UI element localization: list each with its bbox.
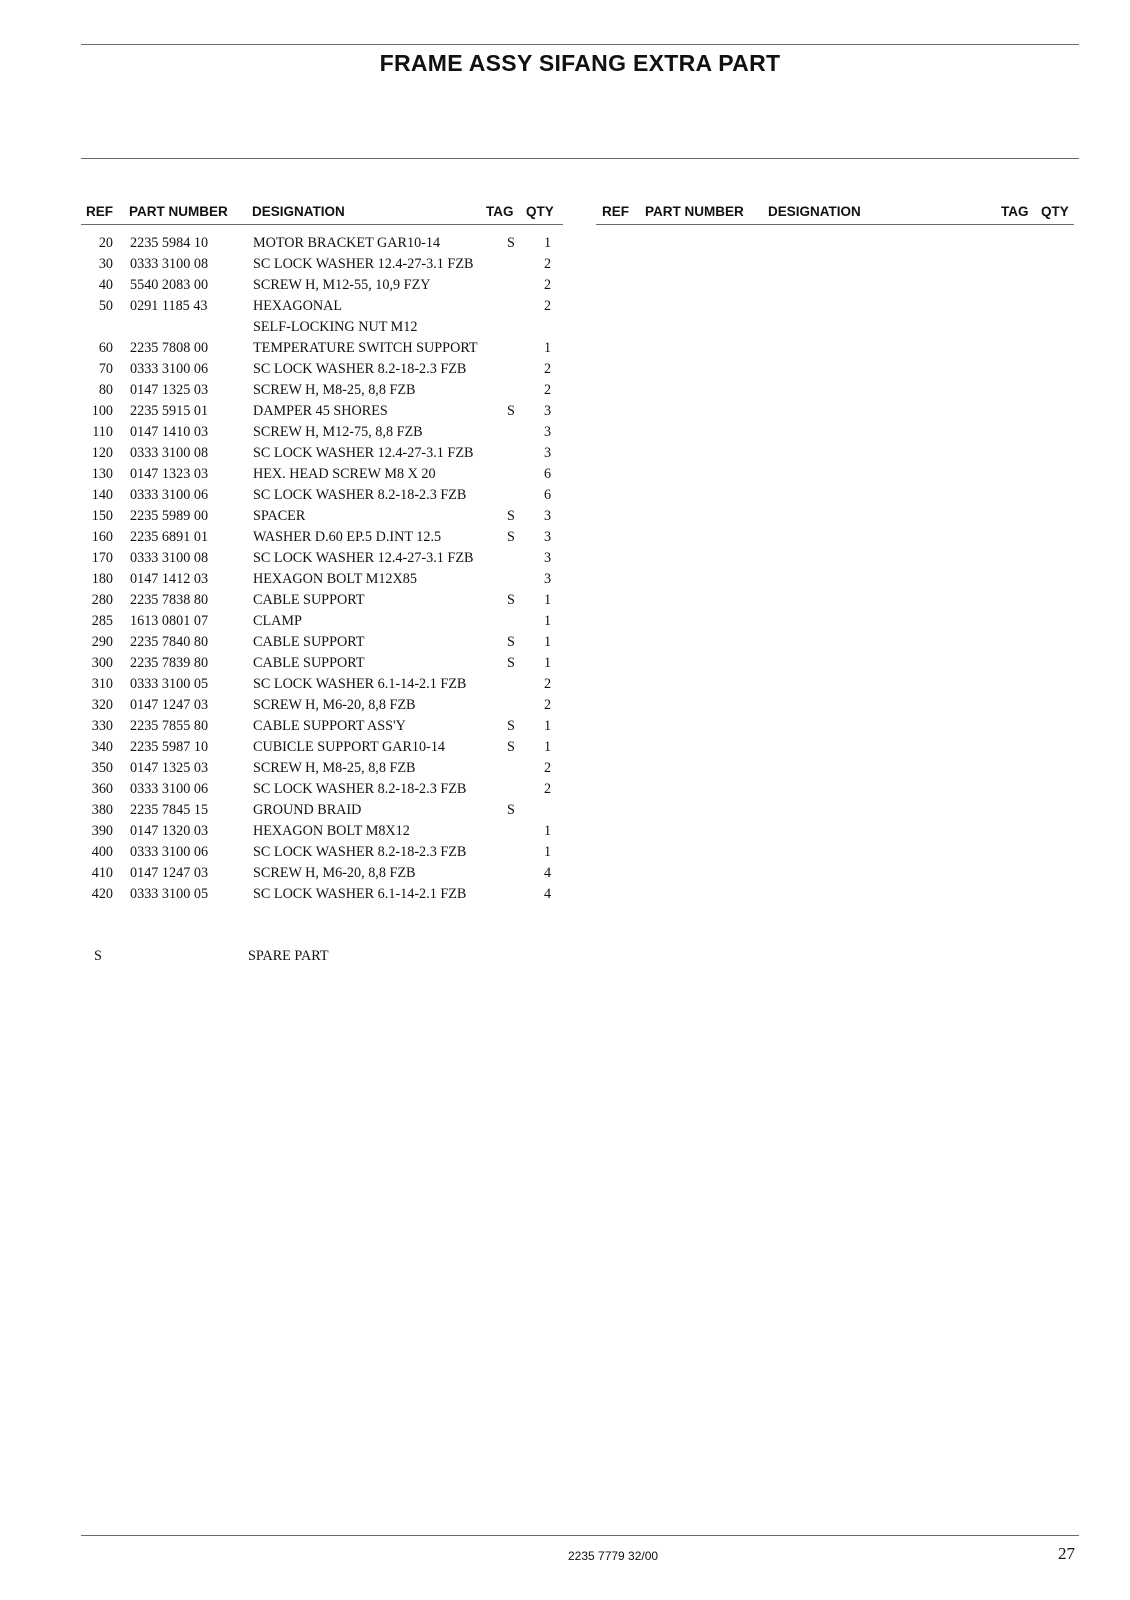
table-row <box>81 886 563 907</box>
part-number: 0147 1323 03 <box>130 466 209 482</box>
part-tag: S <box>507 235 515 251</box>
part-qty: 3 <box>543 445 552 461</box>
table-row <box>81 256 563 277</box>
part-designation: SC LOCK WASHER 12.4-27-3.1 FZB <box>253 445 474 461</box>
table-row <box>81 823 563 844</box>
part-number: 0333 3100 06 <box>130 844 209 860</box>
part-ref: 340 <box>91 739 113 755</box>
part-qty: 6 <box>543 487 552 503</box>
part-qty: 2 <box>543 676 552 692</box>
part-tag: S <box>507 592 515 608</box>
part-designation: HEX. HEAD SCREW M8 X 20 <box>253 466 436 482</box>
table-row <box>81 424 563 445</box>
part-ref: 160 <box>91 529 113 545</box>
table-row <box>81 529 563 550</box>
part-qty: 1 <box>543 844 552 860</box>
part-qty: 2 <box>543 382 552 398</box>
part-number: 0333 3100 08 <box>130 445 209 461</box>
part-number: 2235 5987 10 <box>130 739 209 755</box>
part-ref: 420 <box>91 886 113 902</box>
part-ref: 350 <box>91 760 113 776</box>
part-qty: 3 <box>543 424 552 440</box>
part-designation: SCREW H, M8-25, 8,8 FZB <box>253 760 416 776</box>
table-row <box>81 487 563 508</box>
table-row <box>81 592 563 613</box>
table-row <box>81 361 563 382</box>
part-ref: 360 <box>91 781 113 797</box>
part-ref: 40 <box>98 277 113 293</box>
part-qty: 4 <box>543 886 552 902</box>
part-ref: 80 <box>98 382 113 398</box>
part-ref: 400 <box>91 844 113 860</box>
legend-text: SPARE PART <box>248 948 329 964</box>
part-designation: MOTOR BRACKET GAR10-14 <box>253 235 441 251</box>
part-number: 2235 7845 15 <box>130 802 209 818</box>
part-ref: 140 <box>91 487 113 503</box>
part-ref: 320 <box>91 697 113 713</box>
part-designation: DAMPER 45 SHORES <box>253 403 388 419</box>
part-tag: S <box>507 802 515 818</box>
table-row <box>81 235 563 256</box>
column-header-ref: REF <box>86 204 113 219</box>
part-qty: 6 <box>543 466 552 482</box>
part-designation: CABLE SUPPORT <box>253 655 365 671</box>
table-row <box>81 781 563 802</box>
part-designation: SCREW H, M12-55, 10,9 FZY <box>253 277 431 293</box>
part-designation: HEXAGON BOLT M8X12 <box>253 823 410 839</box>
part-designation: CUBICLE SUPPORT GAR10-14 <box>253 739 446 755</box>
table-row <box>81 634 563 655</box>
table-row <box>81 550 563 571</box>
column-header-part-number: PART NUMBER <box>129 204 228 219</box>
part-designation: SC LOCK WASHER 12.4-27-3.1 FZB <box>253 256 474 272</box>
part-qty: 2 <box>543 781 552 797</box>
column-header-designation: DESIGNATION <box>768 204 861 219</box>
part-number: 0333 3100 06 <box>130 361 209 377</box>
part-number: 2235 7838 80 <box>130 592 209 608</box>
table-row <box>81 655 563 676</box>
part-ref: 120 <box>91 445 113 461</box>
part-number: 2235 7855 80 <box>130 718 209 734</box>
part-number: 2235 7839 80 <box>130 655 209 671</box>
column-header-part-number: PART NUMBER <box>645 204 744 219</box>
part-number: 0333 3100 05 <box>130 886 209 902</box>
part-number: 1613 0801 07 <box>130 613 209 629</box>
part-number: 0333 3100 08 <box>130 550 209 566</box>
part-number: 0147 1410 03 <box>130 424 209 440</box>
part-qty: 3 <box>543 403 552 419</box>
column-header-qty: QTY <box>1041 204 1069 219</box>
part-ref: 330 <box>91 718 113 734</box>
document-number: 2235 7779 32/00 <box>568 1549 659 1563</box>
part-qty: 4 <box>543 865 552 881</box>
part-number: 0333 3100 06 <box>130 487 209 503</box>
part-designation: SCREW H, M6-20, 8,8 FZB <box>253 865 416 881</box>
part-qty: 1 <box>543 235 552 251</box>
table-row <box>81 382 563 403</box>
part-tag: S <box>507 655 515 671</box>
part-designation: SC LOCK WASHER 8.2-18-2.3 FZB <box>253 361 467 377</box>
part-ref: 50 <box>98 298 113 314</box>
part-ref: 20 <box>98 235 113 251</box>
table-row <box>81 697 563 718</box>
part-qty: 1 <box>543 655 552 671</box>
part-tag: S <box>507 718 515 734</box>
table-row <box>81 865 563 886</box>
part-ref: 150 <box>91 508 113 524</box>
table-row <box>81 739 563 760</box>
part-number: 2235 7808 00 <box>130 340 209 356</box>
part-tag: S <box>507 529 515 545</box>
parts-table-header-left <box>81 204 563 225</box>
part-qty: 1 <box>543 613 552 629</box>
part-number: 2235 5984 10 <box>130 235 209 251</box>
part-tag: S <box>507 508 515 524</box>
part-number: 2235 7840 80 <box>130 634 209 650</box>
part-designation: CABLE SUPPORT ASS'Y <box>253 718 406 734</box>
part-ref: 310 <box>91 676 113 692</box>
part-designation: WASHER D.60 EP.5 D.INT 12.5 <box>253 529 442 545</box>
part-designation: CABLE SUPPORT <box>253 634 365 650</box>
part-ref: 60 <box>98 340 113 356</box>
part-qty: 1 <box>543 718 552 734</box>
table-row <box>81 844 563 865</box>
table-row <box>81 340 563 361</box>
table-row <box>81 718 563 739</box>
column-header-designation: DESIGNATION <box>252 204 345 219</box>
table-row <box>81 277 563 298</box>
part-designation: SELF-LOCKING NUT M12 <box>253 319 418 335</box>
part-number: 2235 5915 01 <box>130 403 209 419</box>
page-title: FRAME ASSY SIFANG EXTRA PART <box>379 50 781 76</box>
part-designation: SC LOCK WASHER 12.4-27-3.1 FZB <box>253 550 474 566</box>
table-row <box>81 802 563 823</box>
part-ref: 110 <box>92 424 113 440</box>
part-number: 0333 3100 05 <box>130 676 209 692</box>
part-designation: HEXAGONAL <box>253 298 343 314</box>
part-qty: 3 <box>543 529 552 545</box>
part-designation: SC LOCK WASHER 6.1-14-2.1 FZB <box>253 886 467 902</box>
part-ref: 170 <box>91 550 113 566</box>
column-header-qty: QTY <box>526 204 554 219</box>
part-number: 5540 2083 00 <box>130 277 209 293</box>
top-rule <box>81 44 1079 45</box>
table-row <box>81 466 563 487</box>
part-designation: HEXAGON BOLT M12X85 <box>253 571 417 587</box>
part-qty: 3 <box>543 508 552 524</box>
part-qty: 3 <box>543 571 552 587</box>
part-qty: 2 <box>543 697 552 713</box>
part-number: 2235 6891 01 <box>130 529 209 545</box>
part-tag: S <box>507 403 515 419</box>
part-ref: 180 <box>91 571 113 587</box>
part-ref: 285 <box>91 613 113 629</box>
part-qty: 2 <box>543 256 552 272</box>
part-qty: 1 <box>543 592 552 608</box>
part-designation: SCREW H, M12-75, 8,8 FZB <box>253 424 423 440</box>
part-number: 0147 1412 03 <box>130 571 209 587</box>
part-qty: 2 <box>543 760 552 776</box>
part-ref: 410 <box>91 865 113 881</box>
part-number: 0147 1247 03 <box>130 697 209 713</box>
part-ref: 290 <box>91 634 113 650</box>
part-ref: 390 <box>91 823 113 839</box>
column-header-tag: TAG <box>1001 204 1029 219</box>
part-ref: 100 <box>91 403 113 419</box>
table-row <box>81 298 563 319</box>
part-number: 0147 1320 03 <box>130 823 209 839</box>
part-ref: 300 <box>91 655 113 671</box>
part-designation: SCREW H, M6-20, 8,8 FZB <box>253 697 416 713</box>
part-ref: 280 <box>91 592 113 608</box>
part-number: 0147 1325 03 <box>130 760 209 776</box>
parts-table-header-right <box>596 204 1074 225</box>
column-header-ref: REF <box>602 204 629 219</box>
part-designation: SC LOCK WASHER 8.2-18-2.3 FZB <box>253 487 467 503</box>
part-qty: 2 <box>543 361 552 377</box>
part-qty: 2 <box>543 298 552 314</box>
column-header-tag: TAG <box>486 204 514 219</box>
part-qty: 3 <box>543 550 552 566</box>
part-number: 0333 3100 06 <box>130 781 209 797</box>
part-designation: CABLE SUPPORT <box>253 592 365 608</box>
part-designation: SC LOCK WASHER 6.1-14-2.1 FZB <box>253 676 467 692</box>
part-tag: S <box>507 739 515 755</box>
table-row <box>81 760 563 781</box>
part-ref: 130 <box>91 466 113 482</box>
part-qty: 1 <box>543 634 552 650</box>
part-designation: SC LOCK WASHER 8.2-18-2.3 FZB <box>253 781 467 797</box>
table-row <box>81 613 563 634</box>
legend-code: S <box>94 948 102 964</box>
part-qty: 2 <box>543 277 552 293</box>
part-qty: 1 <box>543 739 552 755</box>
part-designation: GROUND BRAID <box>253 802 362 818</box>
part-designation: SC LOCK WASHER 8.2-18-2.3 FZB <box>253 844 467 860</box>
footer-rule <box>81 1535 1079 1536</box>
part-designation: SPACER <box>253 508 306 524</box>
table-row <box>81 445 563 466</box>
table-row <box>81 571 563 592</box>
part-qty: 1 <box>543 823 552 839</box>
table-row <box>81 508 563 529</box>
part-designation: SCREW H, M8-25, 8,8 FZB <box>253 382 416 398</box>
part-tag: S <box>507 634 515 650</box>
part-designation: CLAMP <box>253 613 302 629</box>
parts-list <box>81 235 563 907</box>
part-number: 0147 1247 03 <box>130 865 209 881</box>
part-number: 0333 3100 08 <box>130 256 209 272</box>
table-row <box>81 676 563 697</box>
part-number: 0291 1185 43 <box>130 298 208 314</box>
part-number: 2235 5989 00 <box>130 508 209 524</box>
part-qty: 1 <box>543 340 552 356</box>
page-number: 27 <box>1058 1544 1075 1563</box>
part-ref: 380 <box>91 802 113 818</box>
title-bottom-rule <box>81 158 1079 159</box>
part-ref: 30 <box>98 256 113 272</box>
table-row <box>81 403 563 424</box>
part-designation: TEMPERATURE SWITCH SUPPORT <box>253 340 478 356</box>
part-number: 0147 1325 03 <box>130 382 209 398</box>
table-row <box>81 319 563 340</box>
part-ref: 70 <box>98 361 113 377</box>
